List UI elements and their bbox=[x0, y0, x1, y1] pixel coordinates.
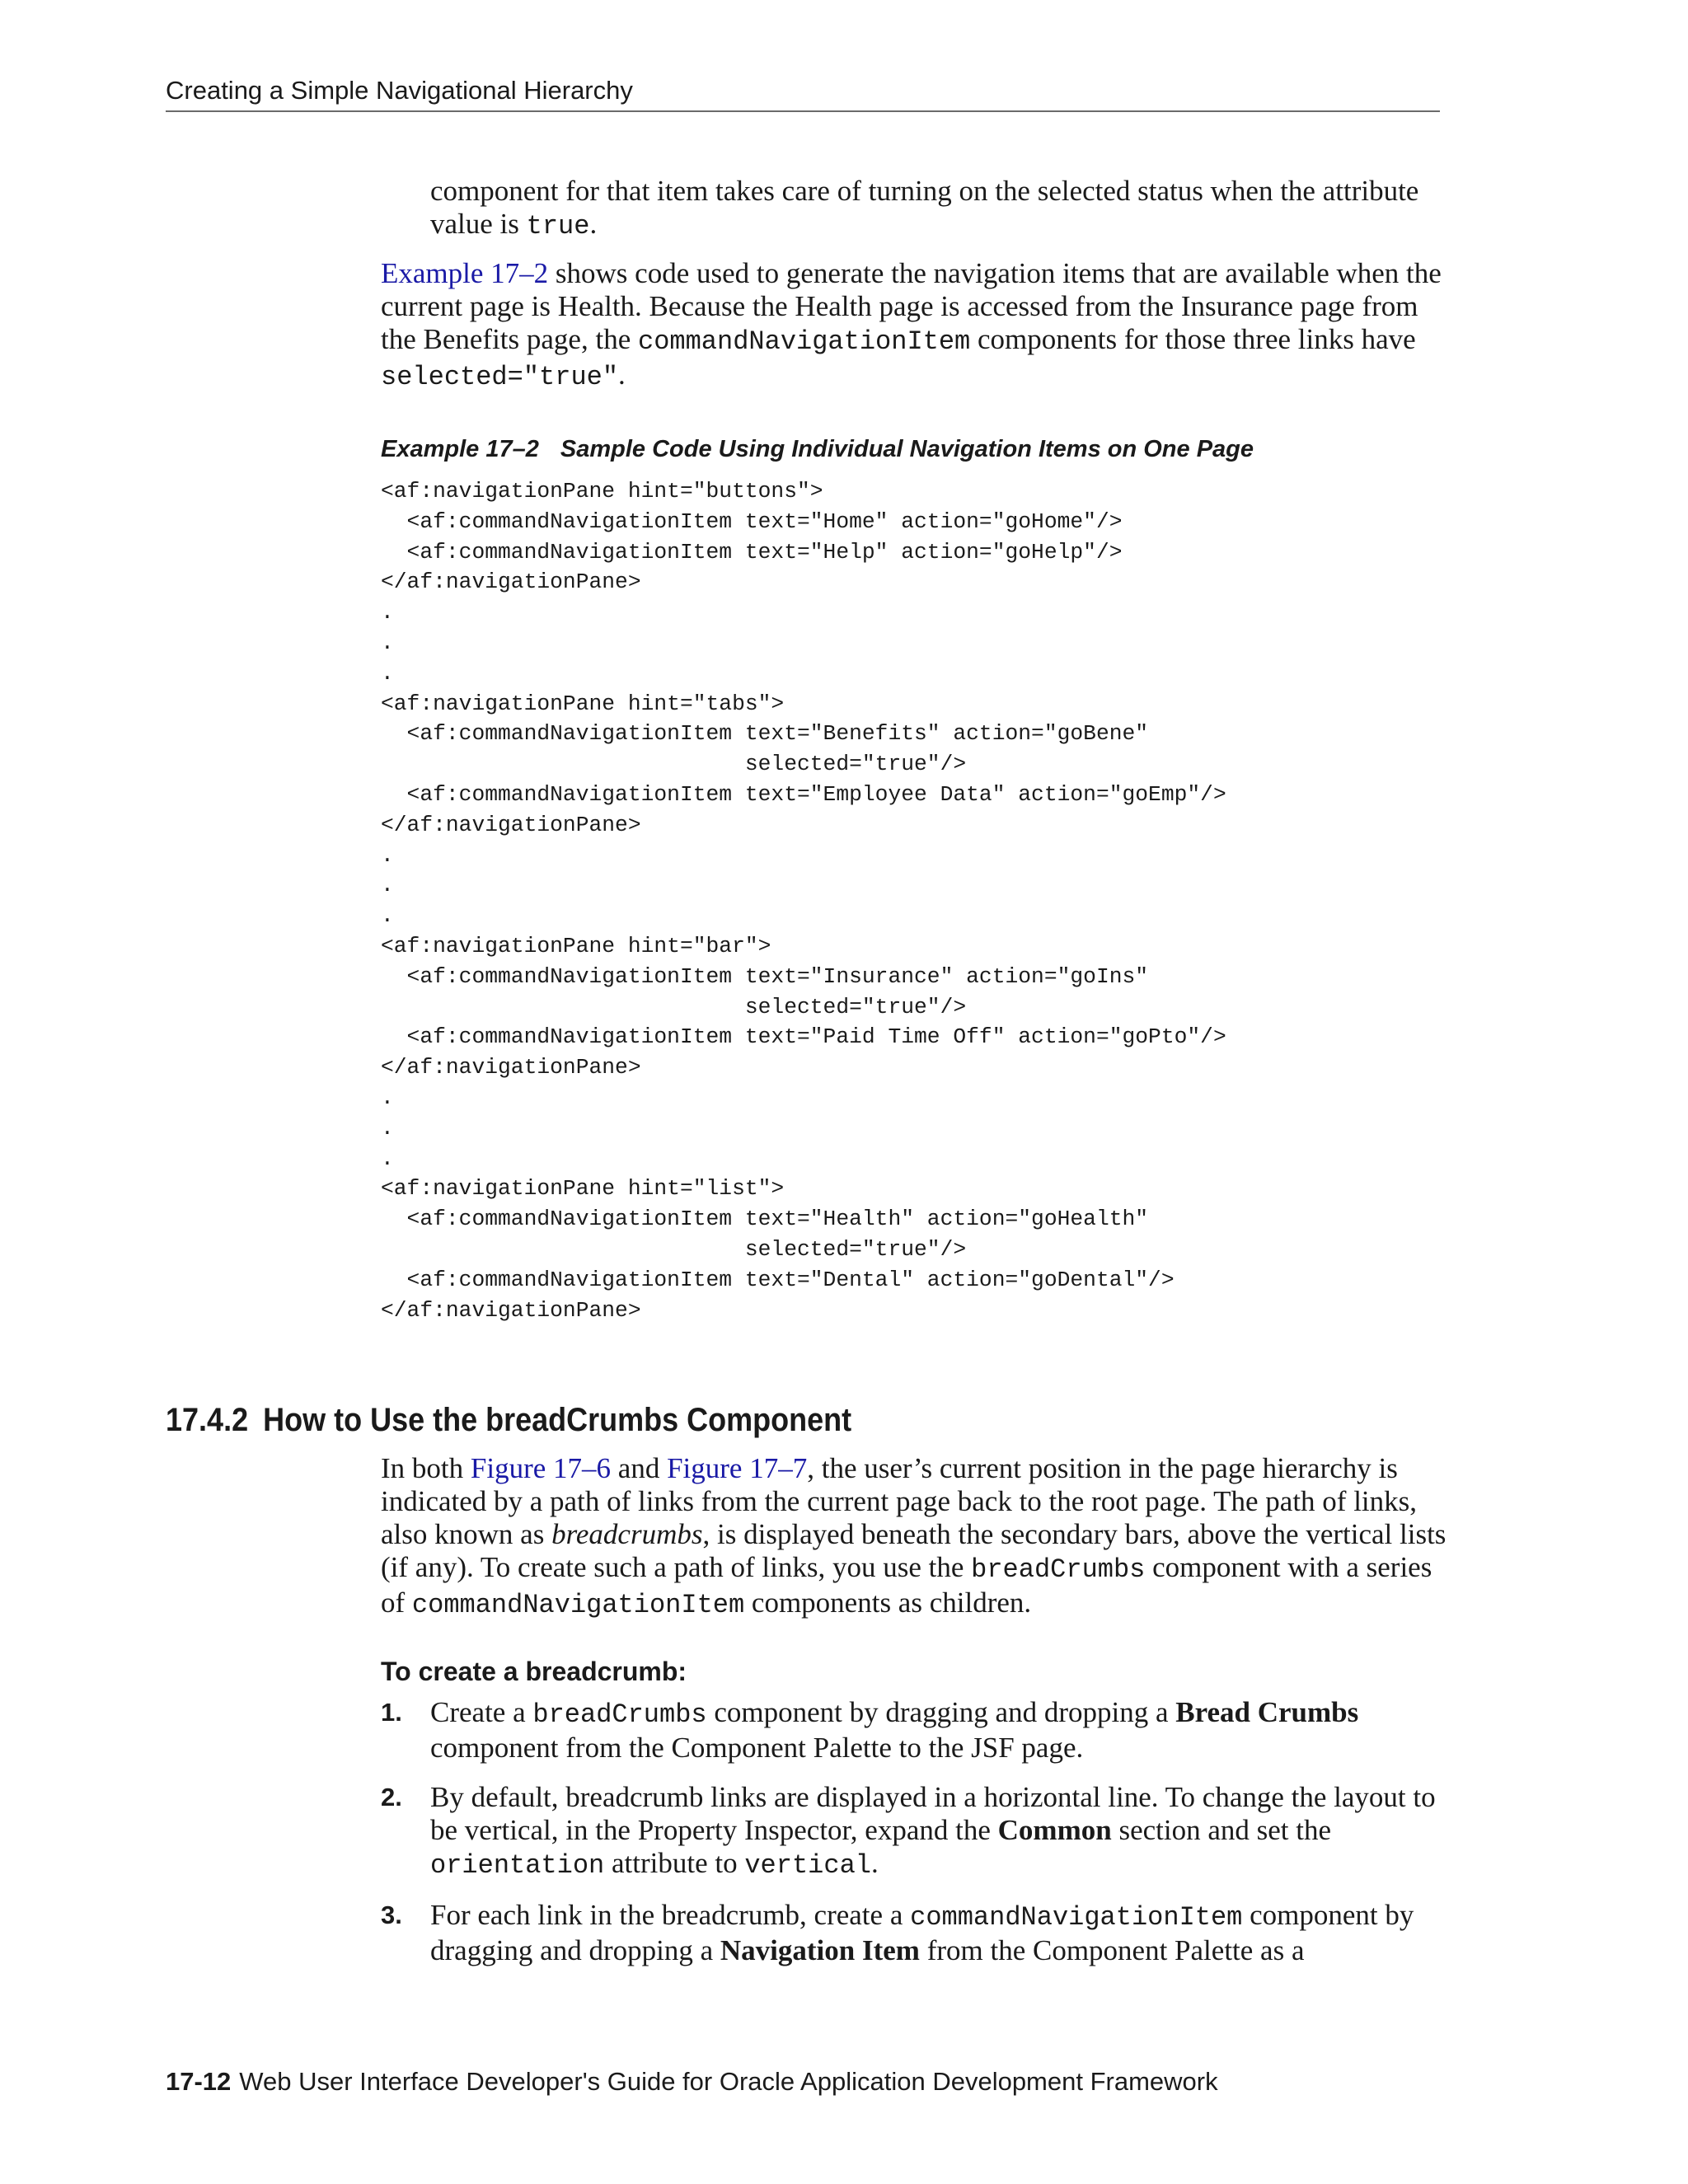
text: By default, breadcrumb links are displayed in a horizontal line. To change the layout to be vertical, in the Property Inspector, expand the bbox=[430, 1781, 1436, 1846]
text: components as children. bbox=[744, 1586, 1032, 1619]
example-title: Sample Code Using Individual Navigation Items on One Page bbox=[560, 436, 1254, 462]
text: attribute to bbox=[604, 1847, 745, 1879]
text: component for that item takes care of turning on the selected status when the attribute value is bbox=[430, 175, 1419, 240]
text: , is displayed beneath the secondary bars, above the vertical lists (if any). To create such a path of links, you use the bbox=[381, 1518, 1447, 1583]
text: . bbox=[618, 359, 626, 391]
ui-term: Bread Crumbs bbox=[1175, 1696, 1359, 1728]
running-header: Creating a Simple Navigational Hierarchy bbox=[166, 74, 1440, 112]
text: components for those three links have bbox=[970, 323, 1416, 355]
text: component with a series of bbox=[381, 1551, 1432, 1619]
text: component from the Component Palette to the JSF page. bbox=[430, 1732, 1084, 1764]
text: . bbox=[870, 1847, 879, 1879]
step-3 bbox=[381, 1899, 1452, 1967]
code-example: <af:navigationPane hint="buttons"> <af:commandNavigationItem text="Home" action="goHome"/> <af:commandNavigationItem text="Help" action="goHelp"/> </af:navigationPane> . . . <af:navigationPane hint="tabs"> <af:commandNavigationItem text="Benefits" action="goBene" selected="true"/> <af:commandNavigationItem text="Employee Data" action="goEmp"/> </af:navigationPane> . . . <af:navigationPane hint="bar"> <af:commandNavigationItem text="Insurance" action="goIns" selected="true"/> <af:commandNavigationItem text="Paid Time Off" action="goPto"/> </af:navigationPane> . . . <af:navigationPane hint="list"> <af:commandNavigationItem text="Health" action="goHealth" selected="true"/> <af:commandNavigationItem text="Dental" action="goDental"/> </af:navigationPane> bbox=[381, 479, 1226, 1323]
inline-code: vertical bbox=[744, 1850, 871, 1881]
inline-code: orientation bbox=[430, 1850, 605, 1881]
inline-code: true bbox=[526, 211, 590, 241]
step-number: 2. bbox=[381, 1783, 402, 1811]
ui-term: Common bbox=[997, 1814, 1112, 1846]
text: . bbox=[589, 208, 598, 240]
text: For each link in the breadcrumb, create a bbox=[430, 1899, 911, 1931]
example-link[interactable]: Example 17–2 bbox=[381, 257, 549, 289]
step-number: 1. bbox=[381, 1698, 402, 1727]
page-footer bbox=[166, 2065, 1484, 2098]
text: component by dragging and dropping a bbox=[706, 1696, 1176, 1728]
text: from the Component Palette as a bbox=[919, 1934, 1305, 1966]
inline-code: breadCrumbs bbox=[971, 1554, 1146, 1585]
continuation-paragraph bbox=[430, 175, 1444, 243]
text: Create a bbox=[430, 1696, 533, 1728]
text: , the user’s current position in the page hierarchy is indicated by a path of links from the current page back to the root page. The path of links, also known as bbox=[381, 1452, 1418, 1550]
procedure-steps bbox=[381, 1696, 1452, 1984]
emphasis: breadcrumbs bbox=[551, 1518, 703, 1550]
text: section and set the bbox=[1111, 1814, 1332, 1846]
text: and bbox=[611, 1452, 668, 1484]
inline-code: breadCrumbs bbox=[532, 1699, 707, 1730]
text: component by dragging and dropping a bbox=[430, 1899, 1414, 1966]
step-1 bbox=[381, 1696, 1452, 1765]
text: In both bbox=[381, 1452, 471, 1484]
inline-code: commandNavigationItem bbox=[910, 1902, 1243, 1933]
section-heading bbox=[166, 1399, 1323, 1441]
example-number: Example 17–2 bbox=[381, 436, 539, 462]
step-2 bbox=[381, 1781, 1452, 1882]
inline-code: commandNavigationItem bbox=[411, 1590, 745, 1620]
section-paragraph bbox=[381, 1452, 1452, 1622]
section-number: 17.4.2 bbox=[166, 1402, 249, 1438]
figure-link[interactable]: Figure 17–7 bbox=[667, 1452, 808, 1484]
section-title: How to Use the breadCrumbs Component bbox=[263, 1402, 852, 1438]
figure-link[interactable]: Figure 17–6 bbox=[470, 1452, 612, 1484]
page-number: 17-12 bbox=[166, 2067, 232, 2096]
procedure-heading: To create a breadcrumb: bbox=[381, 1657, 687, 1686]
example-caption bbox=[381, 433, 1452, 466]
text: shows code used to generate the navigation items that are available when the current page is Health. Because the Health page is accessed from the Insurance page from the Benefits page, the bbox=[381, 257, 1442, 355]
step-number: 3. bbox=[381, 1900, 402, 1929]
inline-code: commandNavigationItem bbox=[637, 326, 971, 357]
ui-term: Navigation Item bbox=[720, 1934, 920, 1966]
intro-paragraph bbox=[381, 257, 1444, 394]
inline-code: selected="true" bbox=[381, 362, 619, 392]
book-title: Web User Interface Developer's Guide for Oracle Application Development Framework bbox=[239, 2067, 1218, 2096]
